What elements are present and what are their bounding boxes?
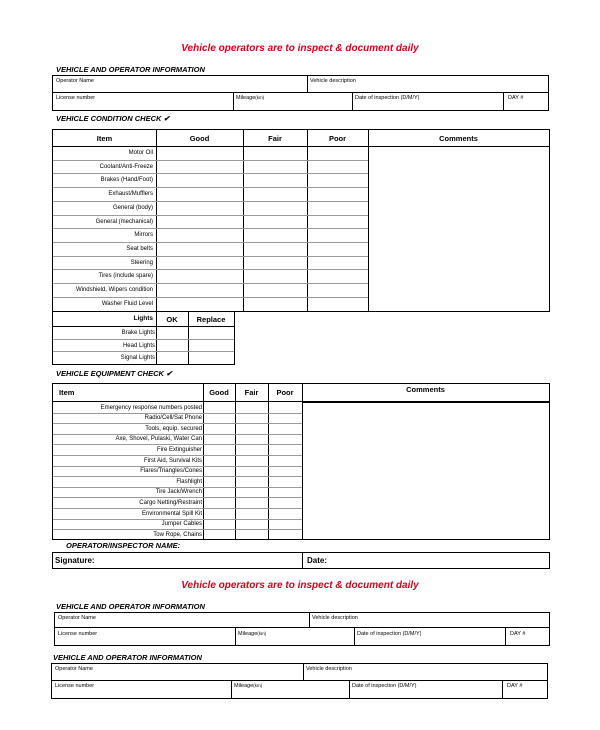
vehicle-description-field[interactable]: Vehicle description xyxy=(312,615,358,621)
condition-section-title xyxy=(56,114,170,123)
equipment-section-title xyxy=(56,369,172,378)
info-section-title-2: VEHICLE AND OPERATOR INFORMATION xyxy=(56,602,205,611)
lights-item-label: Brake Lights xyxy=(121,330,155,336)
condition-poor-cell[interactable] xyxy=(307,146,368,160)
signature-row xyxy=(52,552,550,569)
condition-item-label: Seat belts xyxy=(126,245,153,252)
equipment-check-table xyxy=(52,383,550,540)
date-format-label: (D/M/Y) xyxy=(397,683,417,689)
condition-fair-cell[interactable] xyxy=(243,173,307,187)
mileage-unit: (km) xyxy=(255,95,265,100)
equipment-item-label: Environmental Spill Kit xyxy=(141,510,202,517)
mileage-unit: (km) xyxy=(253,683,263,688)
date-of-inspection-label: Date of inspection xyxy=(355,95,400,101)
condition-poor-cell[interactable] xyxy=(307,173,368,187)
mileage-label: Mileage xyxy=(234,683,254,689)
condition-check-table xyxy=(52,129,550,312)
date-of-inspection-field[interactable] xyxy=(352,684,417,690)
equipment-item-label: Tow Rope, Chains xyxy=(153,531,202,538)
info-section-title: VEHICLE AND OPERATOR INFORMATION xyxy=(56,65,205,74)
equipment-comments-header: Comments xyxy=(406,385,445,394)
condition-good-cell[interactable] xyxy=(156,173,243,187)
date-of-inspection-label: Date of inspection xyxy=(352,683,397,689)
condition-item-label: General (mechanical) xyxy=(95,218,153,225)
equipment-item-label: Tire Jack/Wrench xyxy=(155,489,202,496)
equipment-good-header: Good xyxy=(209,388,229,397)
condition-fair-cell[interactable] xyxy=(243,146,307,160)
operator-name-field[interactable]: Operator Name xyxy=(58,615,96,621)
operator-name-field[interactable]: Operator Name xyxy=(56,78,94,84)
condition-poor-cell[interactable] xyxy=(307,269,368,283)
condition-item-label: Exhaust/Mufflers xyxy=(108,191,153,198)
condition-good-cell[interactable] xyxy=(156,269,243,283)
equipment-poor-header: Poor xyxy=(276,388,294,397)
date-of-inspection-field[interactable] xyxy=(355,96,420,102)
condition-item-label: Tires (include spare) xyxy=(98,273,153,280)
condition-row xyxy=(53,146,368,160)
mileage-field[interactable] xyxy=(238,632,266,638)
date-format-label: (D/M/Y) xyxy=(402,631,422,637)
vehicle-description-field[interactable]: Vehicle description xyxy=(310,78,356,84)
date-format-label: (D/M/Y) xyxy=(400,95,420,101)
check-mark-icon: ✔ xyxy=(166,369,173,378)
condition-good-cell[interactable] xyxy=(156,283,243,297)
operator-inspector-label: OPERATOR/INSPECTOR NAME: xyxy=(66,541,181,550)
mileage-field[interactable] xyxy=(234,684,262,690)
condition-title-text: VEHICLE CONDITION CHECK xyxy=(56,114,162,123)
condition-row xyxy=(53,187,368,201)
equipment-fair-header: Fair xyxy=(244,388,259,397)
condition-poor-cell[interactable] xyxy=(307,283,368,297)
condition-fair-header: Fair xyxy=(268,134,282,143)
condition-poor-cell[interactable] xyxy=(307,187,368,201)
condition-good-cell[interactable] xyxy=(156,215,243,229)
mileage-label: Mileage xyxy=(238,631,258,637)
condition-good-cell[interactable] xyxy=(156,201,243,215)
condition-poor-cell[interactable] xyxy=(307,215,368,229)
date-of-inspection-field[interactable] xyxy=(357,632,422,638)
page-title: Vehicle operators are to inspect & document daily xyxy=(181,43,419,54)
vehicle-operator-info-table-3 xyxy=(51,663,548,699)
condition-row xyxy=(53,269,368,283)
equipment-item-label: Flashlight xyxy=(176,478,202,485)
equipment-title-text: VEHICLE EQUIPMENT CHECK xyxy=(56,369,164,378)
condition-item-label: General (body) xyxy=(112,204,153,211)
condition-item-label: Motor Oil xyxy=(128,150,153,156)
equipment-item-label: Axe, Shovel, Pulaski, Water Can xyxy=(115,436,202,443)
condition-poor-cell[interactable] xyxy=(307,242,368,256)
condition-row xyxy=(53,201,368,215)
condition-row xyxy=(53,215,368,229)
operator-name-field[interactable]: Operator Name xyxy=(55,666,93,672)
condition-item-label: Steering xyxy=(130,259,153,266)
mileage-field[interactable] xyxy=(236,96,264,102)
equipment-item-label: Emergency response numbers posted xyxy=(100,404,202,411)
condition-poor-header: Poor xyxy=(328,134,347,143)
condition-good-cell[interactable] xyxy=(156,187,243,201)
condition-poor-cell[interactable] xyxy=(307,256,368,270)
day-number-field[interactable]: DAY # xyxy=(507,683,523,689)
day-number-field[interactable]: DAY # xyxy=(508,95,524,101)
equipment-item-label: Radio/Cell/Sat Phone xyxy=(144,415,202,422)
license-number-field[interactable]: License number xyxy=(56,95,96,101)
date-of-inspection-label: Date of inspection xyxy=(357,631,402,637)
condition-good-cell[interactable] xyxy=(156,256,243,270)
license-number-field[interactable]: License number xyxy=(58,631,98,637)
condition-item-label: Windshield, Wipers condition xyxy=(75,287,153,293)
date-field[interactable]: Date: xyxy=(307,556,328,565)
equipment-item-label: First Aid, Survival Kits xyxy=(143,457,202,464)
condition-item-header: Item xyxy=(96,134,113,143)
condition-item-label: Mirrors xyxy=(134,232,153,239)
equipment-item-label: Fire Extinguisher xyxy=(156,446,202,453)
condition-fair-cell[interactable] xyxy=(243,201,307,215)
condition-row xyxy=(53,297,368,311)
condition-row xyxy=(53,283,368,297)
equipment-item-label: Tools, equip. secured xyxy=(145,425,202,432)
vehicle-operator-info-table-2 xyxy=(54,612,550,646)
condition-good-cell[interactable] xyxy=(156,160,243,174)
lights-item-label: Signal Lights xyxy=(120,355,155,362)
mileage-label: Mileage xyxy=(236,95,256,101)
condition-fair-cell[interactable] xyxy=(243,242,307,256)
condition-good-header: Good xyxy=(189,134,210,143)
condition-item-label: Brakes (Hand/Foot) xyxy=(100,177,153,184)
condition-fair-cell[interactable] xyxy=(243,297,307,311)
page-title-repeat: Vehicle operators are to inspect & document daily xyxy=(181,580,419,591)
lights-ok-header: OK xyxy=(166,315,178,324)
condition-row xyxy=(53,242,368,256)
condition-fair-cell[interactable] xyxy=(243,269,307,283)
condition-item-label: Coolant/Anti-Freeze xyxy=(99,163,153,170)
equipment-item-label: Flares/Triangles/Cones xyxy=(140,468,202,475)
equipment-item-label: Jumper Cables xyxy=(161,521,202,528)
condition-good-cell[interactable] xyxy=(156,297,243,311)
condition-row xyxy=(53,228,368,242)
condition-fair-cell[interactable] xyxy=(243,256,307,270)
equipment-item-label: Cargo Netting/Restraint xyxy=(139,499,202,506)
condition-poor-cell[interactable] xyxy=(307,160,368,174)
mileage-unit: (km) xyxy=(257,631,267,636)
day-number-field[interactable]: DAY # xyxy=(510,631,526,637)
condition-poor-cell[interactable] xyxy=(307,201,368,215)
condition-fair-cell[interactable] xyxy=(243,187,307,201)
lights-replace-header: Replace xyxy=(196,315,226,324)
condition-fair-cell[interactable] xyxy=(243,228,307,242)
vehicle-description-field[interactable]: Vehicle description xyxy=(306,666,352,672)
vehicle-operator-info-table xyxy=(52,75,549,111)
condition-fair-cell[interactable] xyxy=(243,283,307,297)
lights-item-label: Head Lights xyxy=(122,342,155,349)
condition-good-cell[interactable] xyxy=(156,242,243,256)
condition-row xyxy=(53,173,368,187)
signature-field[interactable]: Signature: xyxy=(55,556,95,565)
condition-comments-header: Comments xyxy=(439,134,478,143)
condition-row xyxy=(53,256,368,270)
license-number-field[interactable]: License number xyxy=(55,683,95,689)
condition-fair-cell[interactable] xyxy=(243,215,307,229)
info-section-title-3: VEHICLE AND OPERATOR INFORMATION xyxy=(53,653,202,662)
condition-poor-cell[interactable] xyxy=(307,297,368,311)
lights-header: Lights xyxy=(133,315,153,322)
condition-row xyxy=(53,160,368,174)
equipment-item-header: Item xyxy=(59,388,75,397)
condition-poor-cell[interactable] xyxy=(307,228,368,242)
condition-good-cell[interactable] xyxy=(156,228,243,242)
condition-good-cell[interactable] xyxy=(156,146,243,160)
condition-fair-cell[interactable] xyxy=(243,160,307,174)
condition-item-label: Washer Fluid Level xyxy=(101,300,153,307)
lights-table xyxy=(52,311,235,365)
check-mark-icon: ✔ xyxy=(163,114,170,123)
